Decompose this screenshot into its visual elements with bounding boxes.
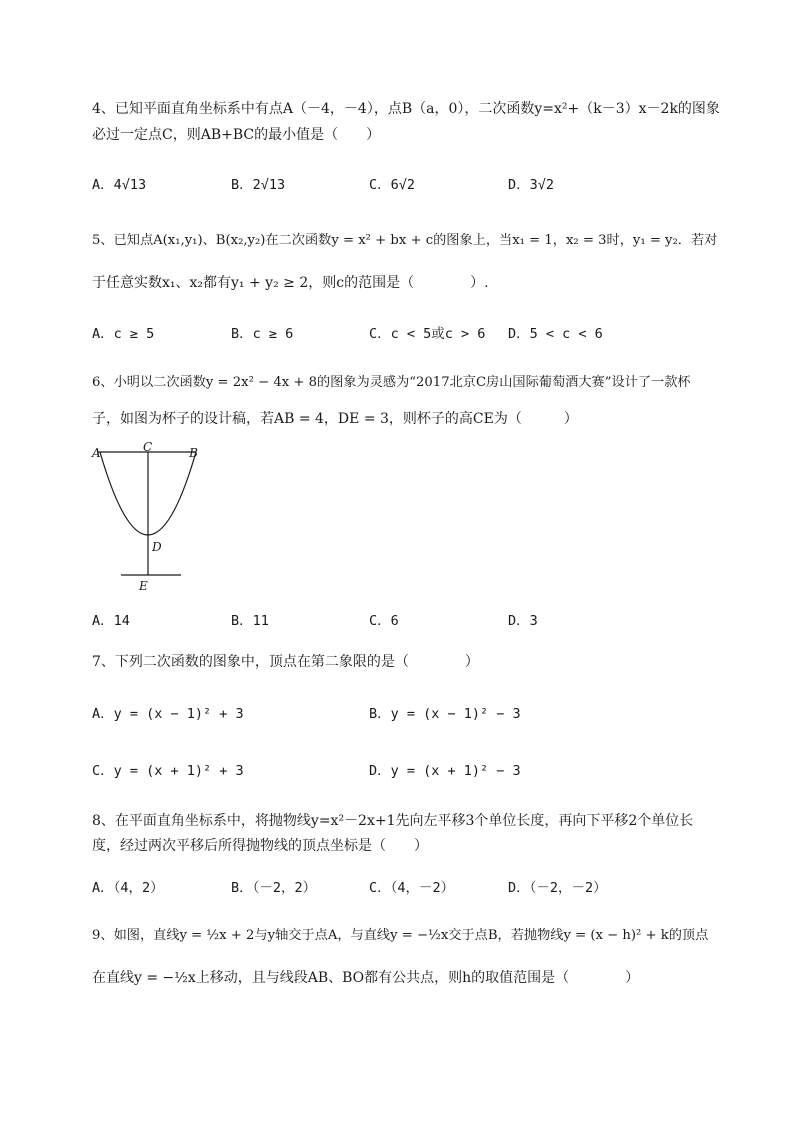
q5-option-c[interactable]: C．c < 5或c > 6 [369,326,486,342]
q4-option-d[interactable]: D．3√2 [508,177,555,193]
q5-stem-line2: 于任意实数x₁、x₂都有y₁ + y₂ ≥ 2，则c的范围是（ ）. [92,275,489,291]
q5-option-d[interactable]: D．5 < c < 6 [508,326,603,342]
q6-option-d[interactable]: D．3 [508,613,538,629]
q6-option-b[interactable]: B．11 [231,613,269,629]
q4-stem-line2: 必过一定点C，则AB+BC的最小值是（ ） [92,127,381,143]
q5-option-b[interactable]: B．c ≥ 6 [231,326,294,342]
q6-stem-line1: 6、小明以二次函数y = 2x² − 4x + 8的图象为灵感为“2017北京C房山国际葡萄酒大赛”设计了一款杯 [92,375,691,390]
q8-stem-line2: 度，经过两次平移后所得抛物线的顶点坐标是（ ） [92,838,428,854]
q8-stem-line1: 8、在平面直角坐标系中，将抛物线y=x²－2x+1先向左平移3个单位长度，再向下平移2个单位长 [92,813,694,829]
q9-stem-line1: 9、如图，直线y = ½x + 2与y轴交于点A，与直线y = −½x交于点B，若抛物线y = (x − h)² + k的顶点 [92,928,709,943]
cup-diagram [88,440,198,595]
q7-option-c[interactable]: C．y = (x + 1)² + 3 [92,763,244,779]
point-a-label: A [92,446,101,460]
q4-option-c[interactable]: C．6√2 [369,177,416,193]
q8-option-a[interactable]: A．（4，2） [92,880,164,896]
q8-option-d[interactable]: D．（－2，－2） [508,880,607,896]
q4-stem-line1: 4、已知平面直角坐标系中有点A（－4，－4），点B（a，0），二次函数y=x²+（k－3）x－2k的图象 [92,101,720,117]
q4-option-a[interactable]: A．4√13 [92,177,147,193]
point-b-label: B [189,446,198,460]
q7-option-b[interactable]: B．y = (x − 1)² − 3 [369,706,521,722]
q6-option-c[interactable]: C．6 [369,613,399,629]
q8-option-c[interactable]: C．（4，－2） [369,880,455,896]
point-c-label: C [143,440,153,454]
point-d-label: D [152,540,162,554]
q5-stem-line1: 5、已知点A(x₁,y₁)、B(x₂,y₂)在二次函数y = x² + bx + c的图象上，当x₁ = 1，x₂ = 3时，y₁ = y₂．若对 [92,233,718,248]
q4-option-b[interactable]: B．2√13 [231,177,286,193]
q5-option-a[interactable]: A．c ≥ 5 [92,326,155,342]
q7-option-a[interactable]: A．y = (x − 1)² + 3 [92,706,244,722]
q9-stem-line2: 在直线y = −½x上移动，且与线段AB、BO都有公共点，则h的取值范围是（ ） [92,970,640,986]
q7-stem: 7、下列二次函数的图象中，顶点在第二象限的是（ ） [92,654,479,670]
q8-option-b[interactable]: B．（－2，2） [231,880,317,896]
point-e-label: E [139,579,148,593]
q7-option-d[interactable]: D．y = (x + 1)² − 3 [369,763,521,779]
q6-stem-line2: 子，如图为杯子的设计稿，若AB = 4，DE = 3，则杯子的高CE为（ ） [92,411,578,427]
q6-option-a[interactable]: A．14 [92,613,130,629]
